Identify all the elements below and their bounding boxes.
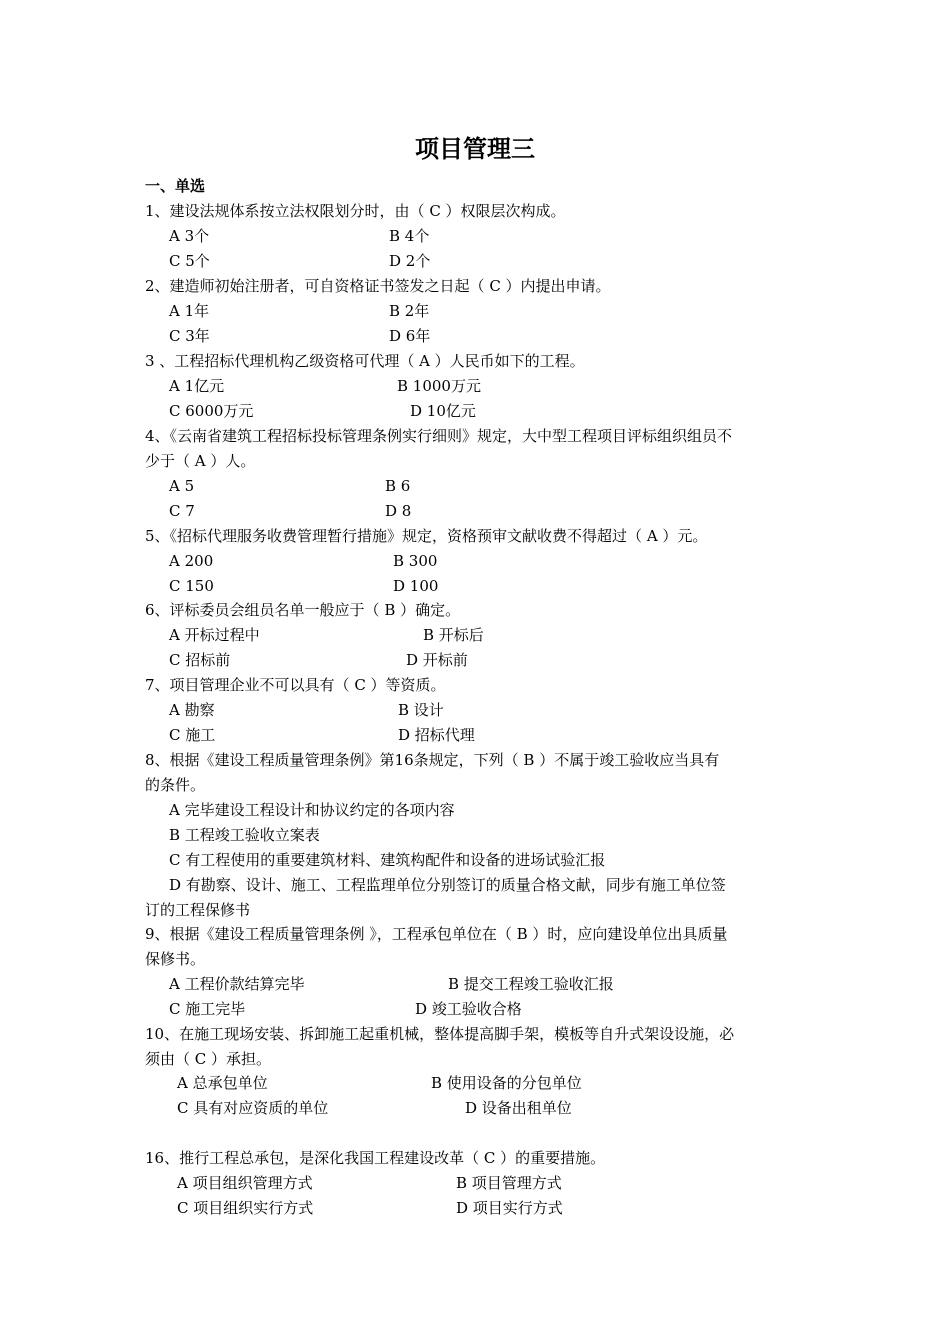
question-9-cont: 保修书。 <box>145 950 206 968</box>
q4-option-b: B 6 <box>385 477 411 495</box>
q9-option-d: D 竣工验收合格 <box>415 1000 522 1018</box>
q16-option-d: D 项目实行方式 <box>456 1199 563 1217</box>
q8-option-d-cont: 订的工程保修书 <box>145 901 251 919</box>
question-2: 2、建造师初始注册者，可自资格证书签发之日起（ C ）内提出申请。 <box>145 277 611 295</box>
q5-option-b: B 300 <box>393 552 438 570</box>
q1-option-b: B 4个 <box>389 227 430 245</box>
q3-option-c: C 6000万元 <box>169 402 254 420</box>
question-4: 4、《云南省建筑工程招标投标管理条例实行细则》规定，大中型工程项目评标组织组员不 <box>145 427 733 445</box>
q4-option-c: C 7 <box>169 502 195 520</box>
q6-option-d: D 开标前 <box>406 651 468 669</box>
question-1: 1、建设法规体系按立法权限划分时，由（ C ）权限层次构成。 <box>145 202 566 220</box>
q3-option-b: B 1000万元 <box>397 377 481 395</box>
q3-option-d: D 10亿元 <box>410 402 476 420</box>
question-3: 3 、工程招标代理机构乙级资格可代理（ A ）人民币如下的工程。 <box>145 352 585 370</box>
q10-option-a: A 总承包单位 <box>177 1074 268 1092</box>
q5-option-d: D 100 <box>393 577 439 595</box>
q2-option-a: A 1年 <box>169 302 210 320</box>
question-6: 6、评标委员会组员名单一般应于（ B ）确定。 <box>145 601 461 619</box>
q6-option-a: A 开标过程中 <box>169 626 260 644</box>
question-8: 8、根据《建设工程质量管理条例》第16条规定，下列（ B ）不属于竣工验收应当具有 <box>145 751 720 769</box>
q16-option-c: C 项目组织实行方式 <box>177 1199 314 1217</box>
q3-option-a: A 1亿元 <box>169 377 225 395</box>
question-8-cont: 的条件。 <box>145 776 206 794</box>
q9-option-a: A 工程价款结算完毕 <box>169 975 305 993</box>
question-10: 10、在施工现场安装、拆卸施工起重机械，整体提高脚手架，模板等自升式架设设施，必 <box>145 1025 735 1043</box>
q8-option-b: B 工程竣工验收立案表 <box>169 826 320 844</box>
q10-option-c: C 具有对应资质的单位 <box>177 1099 329 1117</box>
q16-option-b: B 项目管理方式 <box>456 1174 562 1192</box>
q6-option-b: B 开标后 <box>423 626 484 644</box>
q7-option-c: C 施工 <box>169 726 216 744</box>
q5-option-c: C 150 <box>169 577 214 595</box>
q7-option-b: B 设计 <box>398 701 444 719</box>
question-10-cont: 须由（ C ）承担。 <box>145 1050 272 1068</box>
q2-option-c: C 3年 <box>169 327 210 345</box>
q9-option-c: C 施工完毕 <box>169 1000 246 1018</box>
q6-option-c: C 招标前 <box>169 651 231 669</box>
q2-option-b: B 2年 <box>389 302 430 320</box>
q4-option-a: A 5 <box>169 477 195 495</box>
q4-option-d: D 8 <box>385 502 412 520</box>
q7-option-a: A 勘察 <box>169 701 215 719</box>
section-heading: 一、单选 <box>145 177 206 195</box>
q10-option-b: B 使用设备的分包单位 <box>431 1074 582 1092</box>
q8-option-c: C 有工程使用的重要建筑材料、建筑构配件和设备的进场试验汇报 <box>169 851 606 869</box>
q9-option-b: B 提交工程竣工验收汇报 <box>448 975 614 993</box>
q10-option-d: D 设备出租单位 <box>465 1099 572 1117</box>
q16-option-a: A 项目组织管理方式 <box>177 1174 313 1192</box>
question-4-cont: 少于（ A ）人。 <box>145 452 256 470</box>
q8-option-a: A 完毕建设工程设计和协议约定的各项内容 <box>169 801 455 819</box>
q1-option-d: D 2个 <box>389 252 431 270</box>
q2-option-d: D 6年 <box>389 327 431 345</box>
question-16: 16、推行工程总承包，是深化我国工程建设改革（ C ）的重要措施。 <box>145 1149 606 1167</box>
q7-option-d: D 招标代理 <box>398 726 475 744</box>
q8-option-d: D 有勘察、设计、施工、工程监理单位分别签订的质量合格文献，同步有施工单位签 <box>169 876 726 894</box>
q1-option-c: C 5个 <box>169 252 210 270</box>
q5-option-a: A 200 <box>169 552 214 570</box>
q1-option-a: A 3个 <box>169 227 210 245</box>
page-title: 项目管理三 <box>415 134 535 163</box>
question-5: 5、《招标代理服务收费管理暂行措施》规定，资格预审文献收费不得超过（ A ）元。 <box>145 527 708 545</box>
question-7: 7、项目管理企业不可以具有（ C ）等资质。 <box>145 676 446 694</box>
question-9: 9、根据《建设工程质量管理条例 》，工程承包单位在（ B ）时，应向建设单位出具质量 <box>145 925 728 943</box>
